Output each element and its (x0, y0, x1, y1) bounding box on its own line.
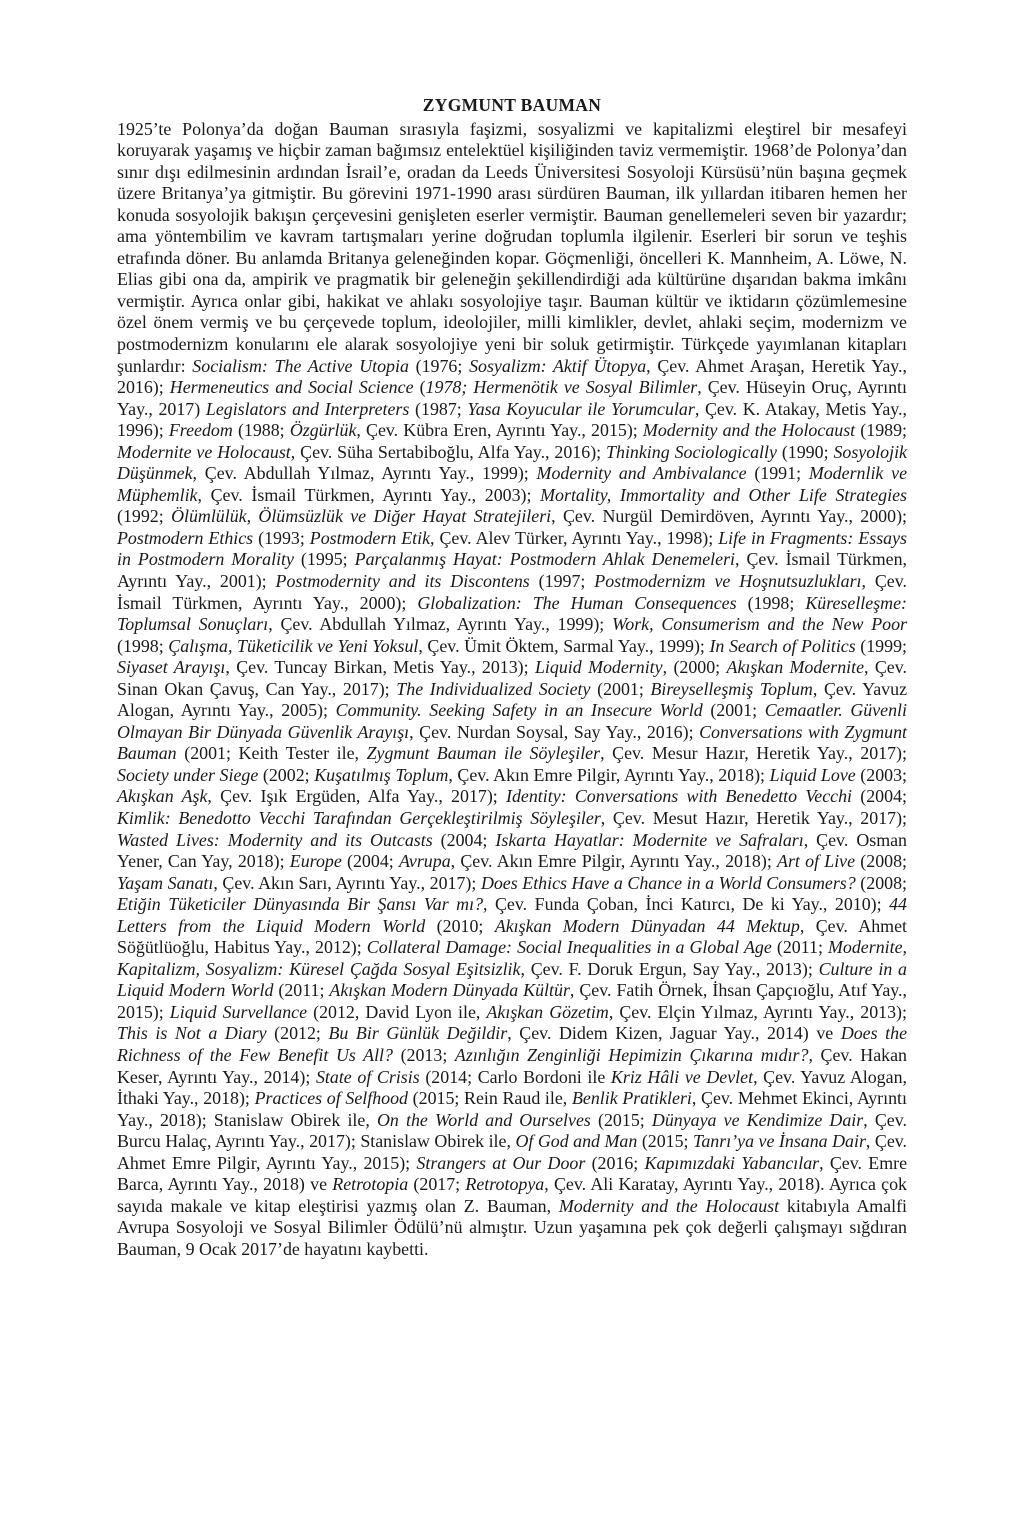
text-run: , (2000; (662, 657, 727, 678)
italic-book-title: In Search of Politics (709, 635, 856, 656)
italic-book-title: Does the Richness of the Few Benefit Us All? (117, 1023, 908, 1066)
italic-book-title: Akışkan Modern Dünyadan 44 Mektup (494, 915, 800, 936)
italic-book-title: Socialism: The Active Utopia (192, 355, 409, 376)
italic-book-title: Globalization: The Human Consequences (417, 592, 737, 613)
italic-book-title: Practices of Selfhood (254, 1088, 408, 1109)
italic-book-title: Azınlığın Zenginliği Hepimizin Çıkarına mıdır? (454, 1045, 809, 1066)
text-run: , Çev. Ahmet Araşan, Heretik Yay., 2016); (117, 355, 908, 398)
italic-book-title: Parçalanmış Hayat: Postmodern Ahlak Denemeleri (354, 549, 736, 570)
text-run: , Çev. Burcu Halaç, Ayrıntı Yay., 2017); Stanislaw Obirek ile, (117, 1109, 908, 1152)
text-run: , Çev. Funda Çoban, İnci Katırcı, De ki Yay., 2010); (483, 894, 890, 915)
text-run: (2015; Rein Raud ile, (408, 1088, 572, 1109)
italic-book-title: Hermeneutics and Social Science (169, 377, 414, 398)
text-run: (1989; (855, 420, 908, 441)
text-run: , Çev. Mesur Hazır, Heretik Yay., 2017); (600, 743, 907, 764)
italic-book-title: Tanrı’ya ve İnsana Dair (693, 1131, 866, 1152)
italic-book-title: Ölümlülük, Ölümsüzlük ve Diğer Hayat Stratejileri (171, 506, 552, 527)
italic-book-title: Benlik Pratikleri (571, 1088, 692, 1109)
italic-book-title: Akışkan Modernite (726, 657, 865, 678)
text-run: (1997; (529, 570, 595, 591)
italic-book-title: Identity: Conversations with Benedetto Vecchi (506, 786, 853, 807)
italic-book-title: Postmodern Ethics (117, 527, 254, 548)
italic-book-title: Does Ethics Have a Chance in a World Consumers? (480, 872, 856, 893)
italic-book-title: Thinking Sociologically (606, 441, 777, 462)
italic-book-title: Retrotopia (332, 1174, 409, 1195)
italic-book-title: Kuşatılmış Toplum (314, 764, 449, 785)
text-run: (1999; (855, 635, 907, 656)
biography-paragraph (117, 119, 907, 1261)
text-run: , Çev. Ahmet Söğütlüoğlu, Habitus Yay., 2012); (117, 915, 907, 958)
text-run: (2011; (273, 980, 330, 1001)
text-run: , Çev. Fatih Örnek, İhsan Çapçıoğlu, Atıf Yay., 2015); (117, 980, 908, 1022)
italic-book-title: Work, Consumerism and the New Poor (612, 614, 907, 635)
text-run: , Çev. Ahmet Emre Pilgir, Ayrıntı Yay., 2015); (117, 1131, 908, 1173)
text-run: (1988; (232, 420, 290, 441)
text-run: (2004; (852, 786, 907, 807)
text-run: , Çev. Osman Yener, Can Yay, 2018); (117, 829, 908, 872)
text-run: (1992; (117, 506, 172, 527)
italic-book-title: Strangers at Our Door (416, 1152, 586, 1173)
text-run: (2011; (771, 937, 829, 958)
italic-book-title: Conversations with Zygmunt Bauman (117, 721, 907, 764)
text-run: , Çev. Sinan Okan Çavuş, Can Yay., 2017); (117, 657, 908, 699)
page-title: ZYGMUNT BAUMAN (422, 95, 602, 115)
italic-book-title: Community. Seeking Safety in an Insecure World (335, 700, 703, 721)
italic-book-title: On the World and Ourselves (376, 1109, 591, 1130)
italic-book-title: Sosyolojik Düşünmek (117, 441, 907, 484)
italic-book-title: Özgürlük (289, 420, 357, 441)
text-run: (2003; (855, 764, 907, 785)
text-run: , Çev. Mesut Hazır, Heretik Yay., 2017); (600, 808, 908, 828)
text-run: , Çev. Akın Emre Pilgir, Ayrıntı Yay., 2018); (450, 851, 778, 872)
italic-book-title: Society under Siege (117, 764, 259, 785)
text-run: , Çev. Süha Sertabiboğlu, Alfa Yay., 2016); (290, 441, 607, 462)
italic-book-title: Postmodernizm ve Hoşnutsuzlukları (594, 570, 862, 591)
text-run: (2012, David Lyon ile, (307, 1001, 487, 1022)
text-run: , Çev. Nurgül Demirdöven, Ayrıntı Yay., 2000); (551, 506, 907, 527)
italic-book-title: Modernlik ve Müphemlik (117, 463, 908, 505)
italic-book-title: Bireyselleşmiş Toplum (650, 678, 813, 699)
text-run: (2012; (266, 1023, 329, 1044)
italic-book-title: Zygmunt Bauman ile Söyleşiler (366, 743, 601, 764)
italic-book-title: Siyaset Arayışı (117, 657, 226, 678)
text-run: kitabıyla Amalfi Avrupa Sosyoloji ve Sosyal Bilimler Ödülü’nü almıştır. Uzun yaşamına pek çok değerli çalışmayı sığdıran Bauman, 9 Ocak 2017’de hayatını kaybetti. (117, 1195, 907, 1259)
text-run: , Çev. Abdullah Yılmaz, Ayrıntı Yay., 1999); (192, 463, 537, 484)
text-run: (2001; (702, 700, 765, 721)
italic-book-title: Liquid Love (769, 764, 856, 785)
text-run: , Çev. Akın Sarı, Ayrıntı Yay., 2017); (213, 872, 481, 893)
italic-book-title: Kriz Hâli ve Devlet (610, 1066, 754, 1087)
text-run: (1998; (736, 592, 806, 613)
text-run: (2002; (258, 764, 315, 785)
italic-book-title: Etiğin Tüketiciler Dünyasında Bir Şansı Var mı? (117, 894, 484, 915)
text-run: ( (413, 377, 426, 398)
text-run: (2004; (341, 851, 399, 872)
text-run: , Çev. Hüseyin Oruç, Ayrıntı Yay., 2017) (117, 377, 907, 419)
italic-book-title: Kapımızdaki Yabancılar (644, 1152, 820, 1173)
text-run: , Çev. İsmail Türkmen, Ayrıntı Yay., 2000); (117, 570, 907, 613)
text-run: , Çev. Kübra Eren, Ayrıntı Yay., 2015); (356, 420, 643, 441)
text-run: (2008; (855, 851, 908, 872)
text-run: , Çev. K. Atakay, Metis Yay., 1996); (117, 398, 908, 441)
italic-book-title: Of God and Man (515, 1131, 638, 1152)
italic-book-title: Cemaatler. Güvenli Olmayan Bir Dünyada Güvenlik Arayışı (117, 700, 908, 742)
text-run: , Çev. Hakan Keser, Ayrıntı Yay., 2014); (117, 1045, 907, 1087)
text-run: , Çev. Nurdan Soysal, Say Yay., 2016); (409, 721, 700, 742)
italic-book-title: Postmodernity and its Discontens (275, 570, 530, 591)
text-run: , Çev. Yavuz Alogan, İthaki Yay., 2018); (117, 1066, 907, 1109)
text-run: , Çev. Mehmet Ekinci, Ayrıntı Yay., 2018); Stanislaw Obirek ile, (117, 1088, 907, 1130)
text-run: , Çev. F. Doruk Ergun, Say Yay., 2013); (520, 958, 819, 979)
italic-book-title: Yaşam Sanatı (117, 872, 214, 893)
italic-book-title: Akışkan Aşk (117, 786, 208, 807)
text-run: , Çev. İsmail Türkmen, Ayrıntı Yay., 2003); (197, 484, 541, 505)
text-run: (2001; (590, 678, 651, 699)
italic-book-title: 44 Letters from the Liquid Modern World (117, 894, 907, 936)
italic-book-title: Küreselleşme: Toplumsal Sonuçları (117, 592, 907, 635)
italic-book-title: Retrotopya (465, 1174, 545, 1195)
italic-book-title: Avrupa (398, 851, 451, 872)
text-run: (1991; (746, 463, 809, 484)
italic-book-title: Sosyalizm: Aktif Ütopya (469, 355, 647, 376)
text-run: (2013; (392, 1045, 455, 1066)
italic-book-title: This is Not a Diary (117, 1023, 267, 1044)
text-run: (2017; (408, 1174, 466, 1195)
italic-book-title: Modernity and the Holocaust (642, 420, 856, 441)
text-run: (2001; Keith Tester ile, (176, 743, 367, 764)
italic-book-title: 1978; Hermenötik ve Sosyal Bilimler (425, 377, 698, 398)
italic-book-title: Dünyaya ve Kendimize Dair (651, 1109, 864, 1130)
text-run: , Çev. Abdullah Yılmaz, Ayrıntı Yay., 1999); (268, 614, 612, 635)
text-run: , Çev. Alev Türker, Ayrıntı Yay., 1998); (430, 527, 719, 548)
italic-book-title: Akışkan Modern Dünyada Kültür (329, 980, 570, 1001)
text-run: (1998; (117, 635, 169, 656)
italic-book-title: Modernity and Ambivalance (536, 463, 747, 484)
italic-book-title: Kimlik: Benedotto Vecchi Tarafından Gerçekleştirilmiş Söyleşiler (117, 808, 601, 828)
text-run: (2014; Carlo Bordoni ile (419, 1066, 611, 1087)
italic-book-title: Europe (289, 851, 342, 872)
text-run: (1993; (253, 527, 310, 548)
italic-book-title: State of Crisis (315, 1066, 420, 1087)
text-run: , Çev. Akın Emre Pilgir, Ayrıntı Yay., 2018); (448, 764, 770, 785)
text-run: , Çev. Tuncay Birkan, Metis Yay., 2013); (225, 657, 535, 678)
italic-book-title: Liquid Survellance (169, 1001, 308, 1022)
italic-book-title: Art of Live (777, 851, 856, 872)
document-page (117, 95, 907, 1260)
text-run: , Çev. İsmail Türkmen, Ayrıntı Yay., 2001); (117, 549, 908, 591)
text-run: , Çev. Işık Ergüden, Alfa Yay., 2017); (207, 786, 507, 807)
text-run: (2010; (425, 915, 495, 936)
italic-book-title: The Individualized Society (396, 678, 591, 699)
text-run: (2008; (855, 872, 907, 893)
italic-book-title: Iskarta Hayatlar: Modernite ve Safraları (495, 829, 804, 850)
italic-book-title: Culture in a Liquid Modern World (117, 958, 908, 1001)
text-run: 1925’te Polonya’da doğan Bauman sırasıyla faşizmi, sosyalizmi ve kapitalizmi eleştirel bir mesafeyi koruyarak yaşamış ve hiçbir zaman bağımsız entelektüel kişiliğinden taviz vermemiştir. 1968’de Polonya’dan sınır dışı edilmesinin ardından İsrail’e, oradan da Leeds Üniversitesi Sosyoloji Kürsüsü’nün başına geçmek üzere Britanya’ya gitmiştir. Bu görevini 1971-1990 arası sürdüren Bauman, ilk yıllardan itibaren hemen her konuda sosyolojik bakışın çerçevesini genişleten eserler vermiştir. Bauman genellemeleri seven bir yazardır; ama yöntembilim ve kavram tartışmaları yerine doğrudan toplumla ilgilenir. Eserleri bir sorun ve teşhis etrafında döner. Bu anlamda Britanya geleneğinden kopar. Göçmenliği, öncelleri K. Mannheim, A. Löwe, N. Elias gibi ona da, ampirik ve pragmatik bir geleneğin şekillendirdiği ada kültürüne dışarıdan bakma imkânı vermiştir. Ayrıca onlar gibi, hakikat ve ahlakı sosyolojiye taşır. Bauman kültür ve iktidarın çözümlemesine özel önem vermiş ve bu çerçevede toplum, ideolojiler, milli kimlikler, devlet, ahlaki seçim, modernizm ve postmodernizm konularını ele alarak sosyolojiye yeni bir soluk getirmiştir. Türkçede yayımlanan kitapları şunlardır: (117, 118, 907, 376)
text-run: , Çev. Didem Kizen, Jaguar Yay., 2014) ve (507, 1023, 841, 1044)
text-run: , Çev. Elçin Yılmaz, Ayrıntı Yay., 2013); (608, 1001, 907, 1022)
italic-book-title: Akışkan Gözetim (486, 1001, 609, 1022)
italic-book-title: Liquid Modernity (534, 657, 663, 678)
text-run: (1987; (409, 398, 468, 419)
italic-book-title: Life in Fragments: Essays in Postmodern Morality (117, 527, 908, 570)
italic-book-title: Freedom (168, 420, 233, 441)
italic-book-title: Modernite ve Holocaust (117, 441, 291, 462)
text-run: (2015; (590, 1109, 652, 1130)
text-run: (1976; (408, 355, 470, 376)
italic-book-title: Modernite, Kapitalizm, Sosyalizm: Küresel Çağda Sosyal Eşitsizlik (117, 937, 908, 979)
text-run: (2004; (432, 829, 496, 850)
italic-book-title: Çalışma, Tüketicilik ve Yeni Yoksul (168, 635, 419, 656)
italic-book-title: Collateral Damage: Social Inequalities in a Global Age (366, 937, 772, 958)
italic-book-title: Modernity and the Holocaust (558, 1195, 780, 1216)
italic-book-title: Postmodern Etik (309, 527, 431, 548)
italic-book-title: Wasted Lives: Modernity and its Outcasts (117, 829, 433, 850)
text-run: (2016; (585, 1152, 645, 1173)
text-run: , Çev. Yavuz Alogan, Ayrıntı Yay., 2005); (117, 678, 908, 721)
text-run: (1990; (776, 441, 834, 462)
text-run: , Çev. Ümit Öktem, Sarmal Yay., 1999); (418, 635, 710, 656)
italic-book-title: Mortality, Immortality and Other Life Strategies (540, 484, 907, 505)
text-run: (2015; (637, 1131, 694, 1152)
italic-book-title: Legislators and Interpreters (205, 398, 410, 419)
italic-book-title: Yasa Koyucular ile Yorumcular (467, 398, 695, 419)
text-run: (1995; (293, 549, 355, 570)
text-run: , Çev. Ali Karatay, Ayrıntı Yay., 2018). Ayrıca çok sayıda makale ve kitap eleştirisi yazmış olan Z. Bauman, (117, 1174, 908, 1216)
italic-book-title: Bu Bir Günlük Değildir (328, 1023, 508, 1044)
text-run: , Çev. Emre Barca, Ayrıntı Yay., 2018) ve (117, 1152, 908, 1195)
